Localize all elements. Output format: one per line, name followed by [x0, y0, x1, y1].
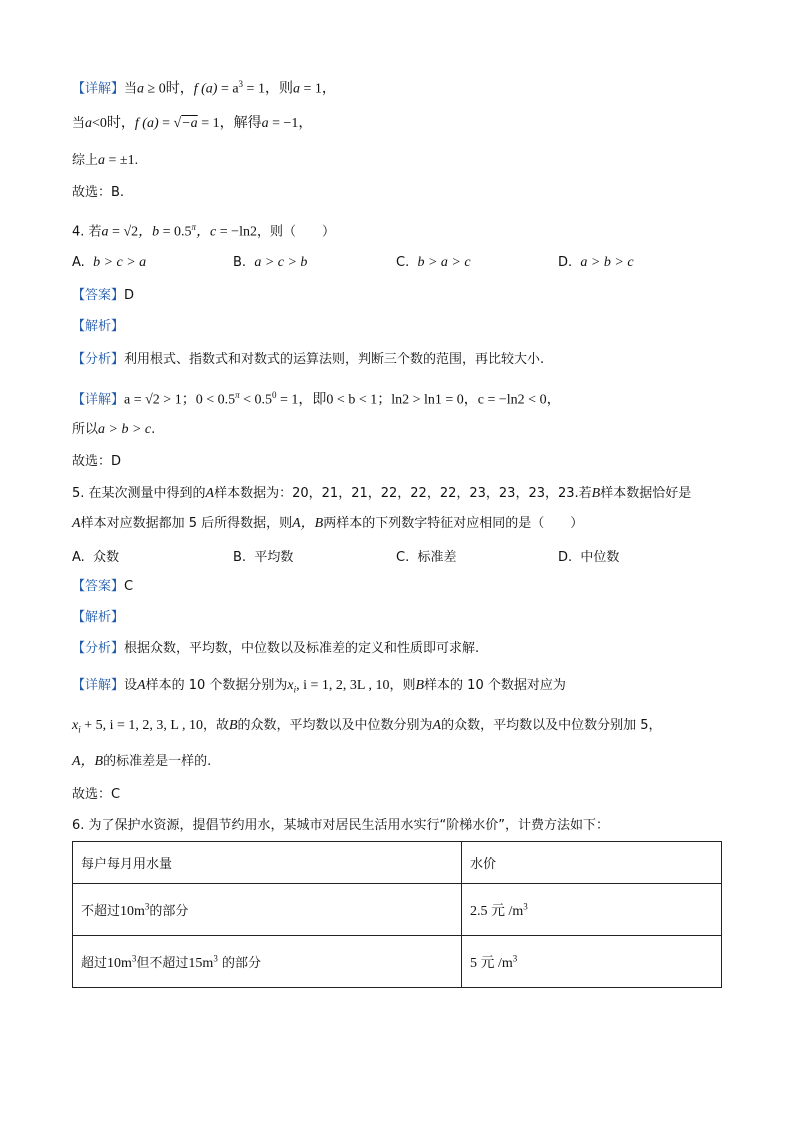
q5-option-d: D. 中位数	[558, 550, 620, 565]
q5-option-c: C. 标准差	[396, 550, 457, 565]
table-header-row	[73, 842, 722, 884]
table-cell: 5 元 $/m^3$	[462, 936, 722, 988]
q5-stem-line1: 5. 在某次测量中得到的A样本数据为：20，21，21，22，22，22，23，23，23，23.若B样本数据恰好是	[72, 486, 692, 501]
q5-detail-line1: 【详解】设A样本的 10 个数据分别为$x_i$, i = 1, 2, 3L , 10，则B样本的 10 个数据对应为	[72, 678, 566, 695]
q3-case-negative: 当a<0时，f (a) = √−a = 1，解得a = −1，	[72, 116, 313, 131]
q4-choice: 故选：D	[72, 454, 122, 469]
table-cell: 超过$10m^3$但不超过$15m^3$ 的部分	[73, 936, 462, 988]
q4-analysis-tag: 【解析】	[72, 319, 125, 334]
q4-option-a: A. b > c > a	[72, 255, 147, 270]
table-row	[73, 936, 722, 988]
q4-option-c: C. b > a > c	[396, 255, 471, 270]
q4-option-b: B. a > c > b	[233, 255, 308, 270]
q5-detail-line2: $x_i + 5$, i = 1, 2, 3, L , 10，故B的众数，平均数以及中位数分别为A的众数，平均数以及中位数分别加 5，	[72, 718, 662, 735]
table-cell: 2.5 元 $/m^3$	[462, 884, 722, 936]
q4-fenxi: 【分析】利用根式、指数式和对数式的运算法则，判断三个数的范围，再比较大小.	[72, 352, 545, 367]
q5-answer: 【答案】C	[72, 579, 134, 594]
q5-fenxi: 【分析】根据众数，平均数，中位数以及标准差的定义和性质即可求解.	[72, 641, 480, 656]
q5-choice: 故选：C	[72, 787, 121, 802]
q3-detail-line: 【详解】当a ≥ 0时，f $(a) = a^3 = 1$，则a = 1，	[72, 79, 336, 97]
q4-option-d: D. a > b > c	[558, 255, 634, 270]
q5-option-a: A. 众数	[72, 550, 120, 565]
table-row	[73, 884, 722, 936]
q5-stem-line2: A样本对应数据都加 5 后所得数据，则A，B两样本的下列数字特征对应相同的是（ ）	[72, 516, 584, 531]
table-header-cell: 水价	[462, 842, 722, 884]
q6-stem: 6. 为了保护水资源，提倡节约用水，某城市对居民生活用水实行“阶梯水价”，计费方法如下：	[72, 818, 610, 833]
q4-conclusion: 所以a > b > c.	[72, 422, 156, 437]
q4-detail: 【详解】a = √2 > 1；$0 < 0.5^\pi < 0.5^0 = 1$，即0 < b < 1；ln2 > ln1 = 0，c = −ln2 < 0，	[72, 390, 561, 408]
q4-answer: 【答案】D	[72, 288, 135, 303]
table-cell: 不超过$10m^3$的部分	[73, 884, 462, 936]
q3-summary: 综上a = ±1.	[72, 153, 139, 168]
q5-analysis-tag: 【解析】	[72, 610, 125, 625]
table-header-cell: 每户每月用水量	[73, 842, 462, 884]
q3-choice: 故选：B.	[72, 185, 125, 200]
q4-stem: 4. 若a = √2，$b = 0.5^\pi$，c = −ln2，则（ ）	[72, 222, 335, 240]
detail-tag: 【详解】	[72, 81, 125, 97]
q5-detail-line3: A，B的标准差是一样的.	[72, 754, 212, 769]
water-price-table	[72, 841, 722, 988]
q5-option-b: B. 平均数	[233, 550, 294, 565]
